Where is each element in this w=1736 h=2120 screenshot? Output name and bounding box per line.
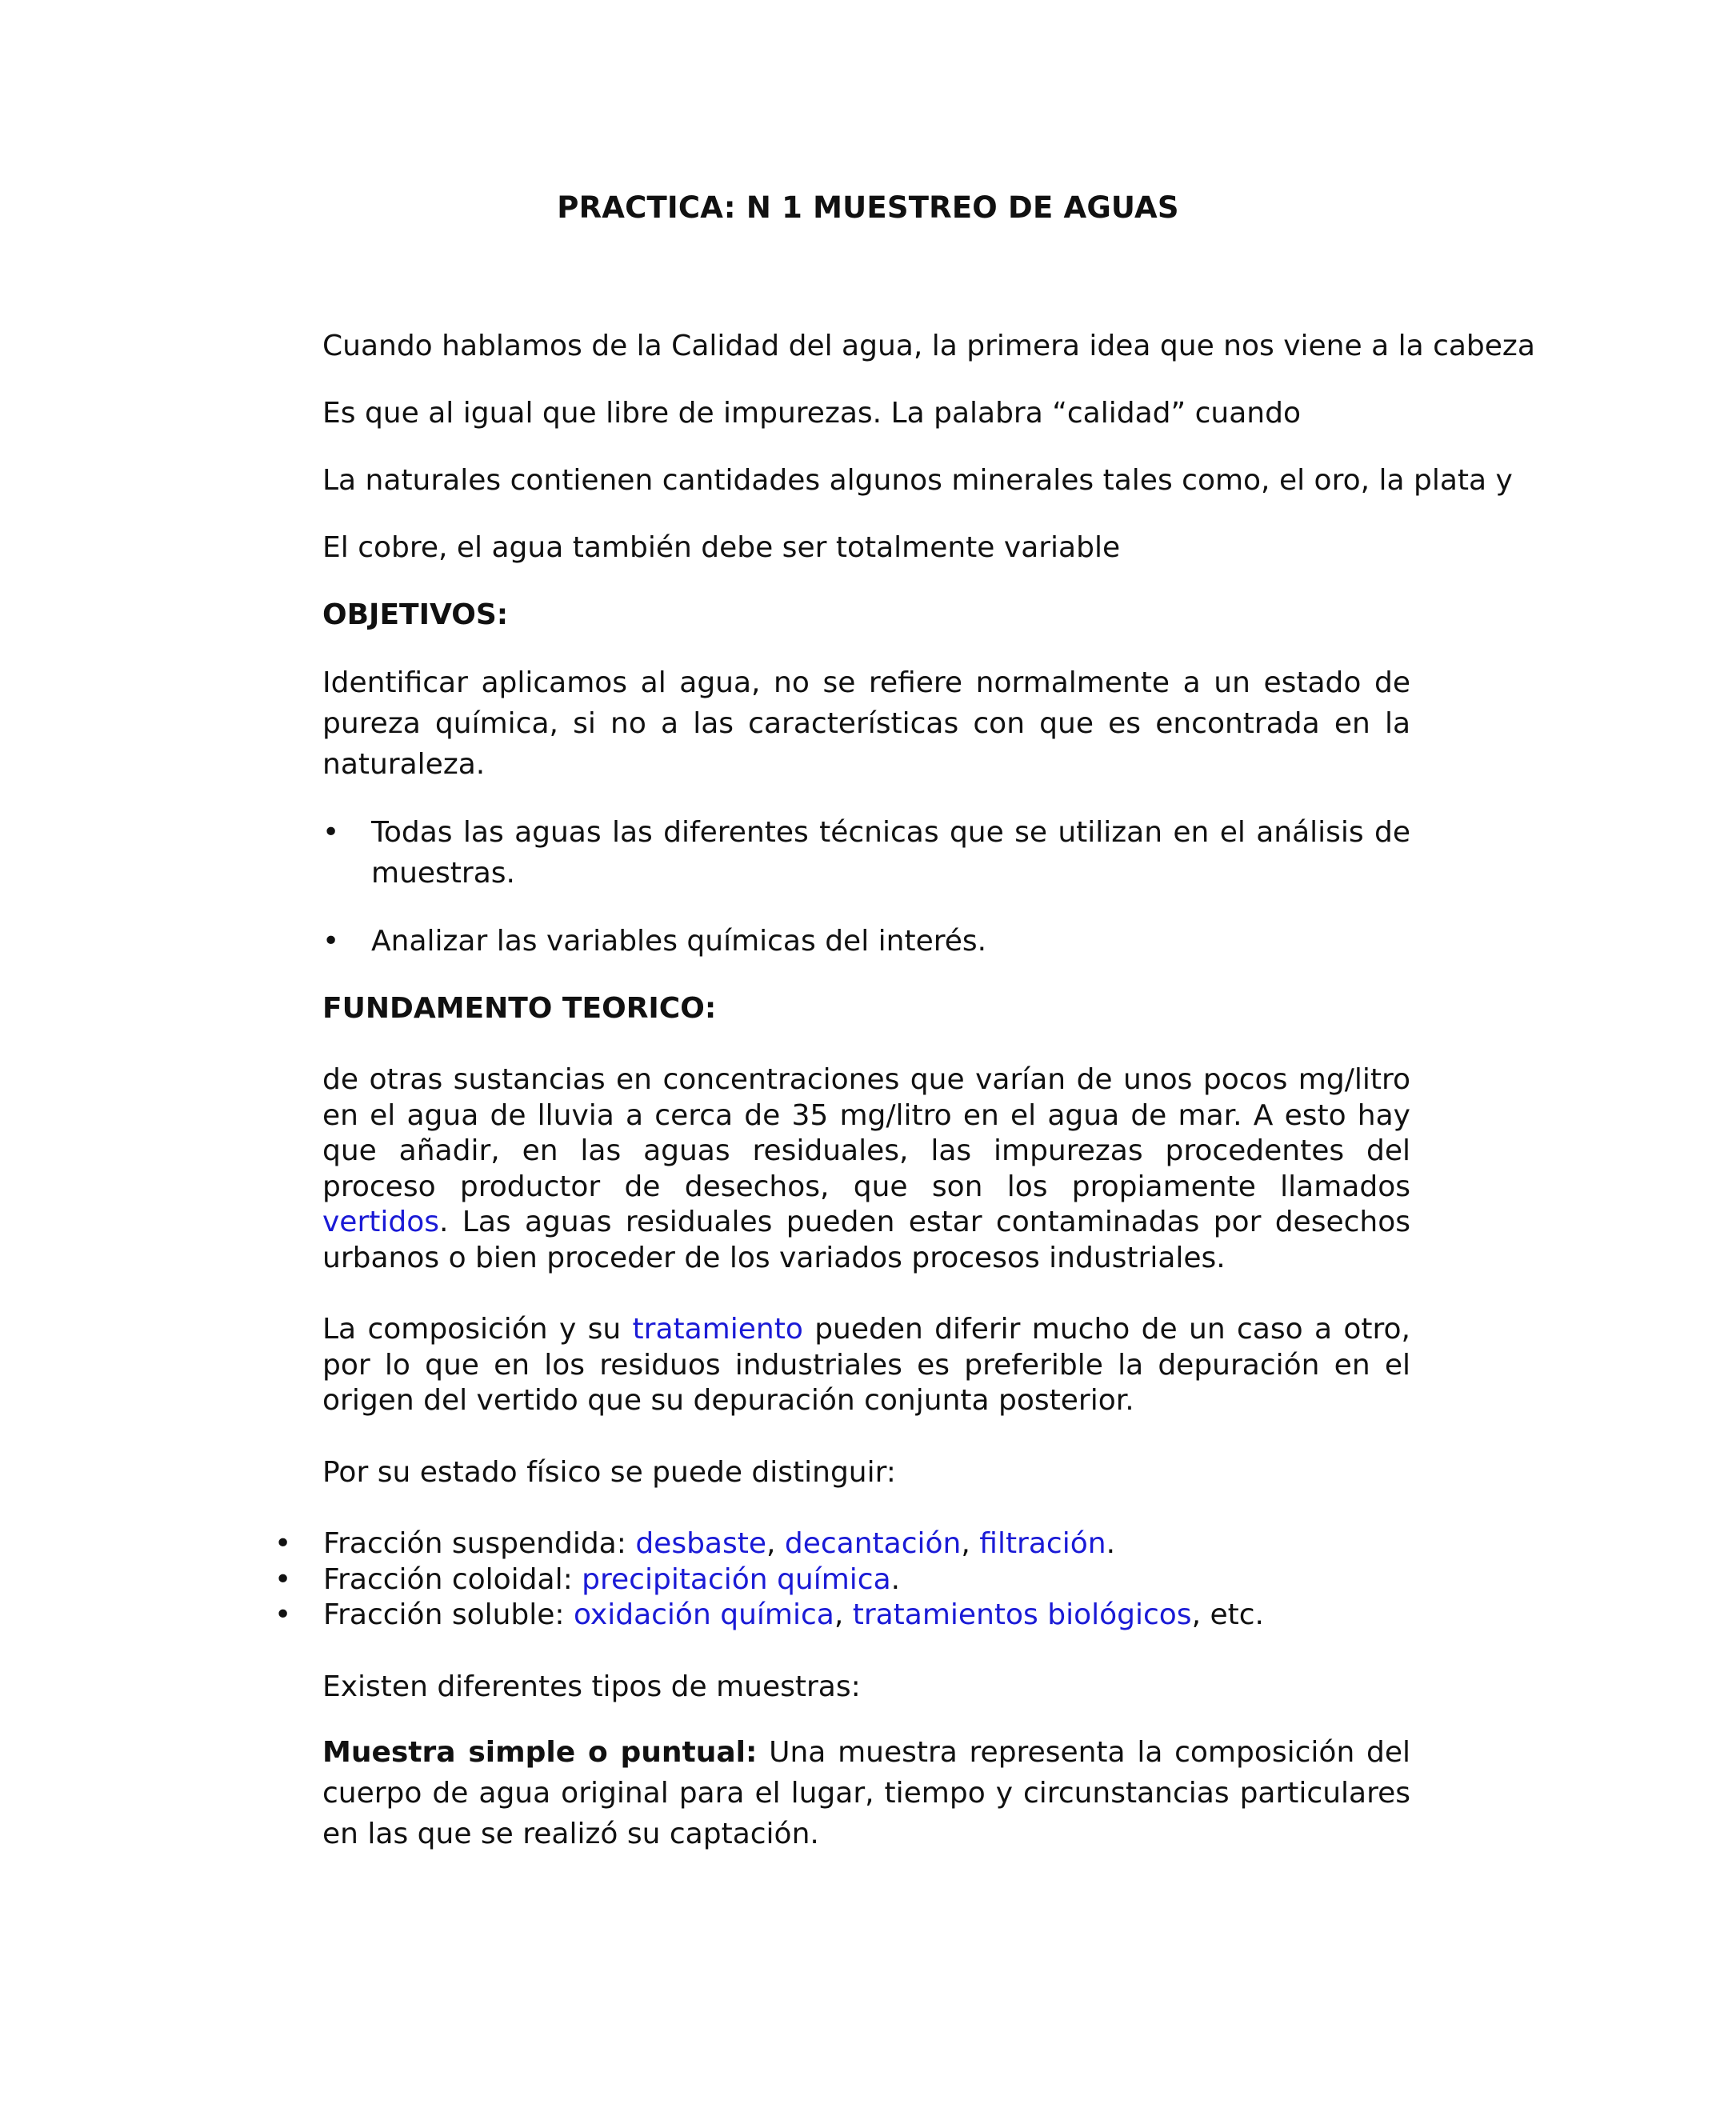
list-item — [322, 921, 1410, 962]
bullet-icon: • — [274, 1562, 292, 1596]
intro-line: La naturales contienen cantidades algunos minerales tales como, el oro, la plata y — [322, 464, 1513, 497]
fundamento-paragraph-1 — [322, 1062, 1410, 1276]
fraccion-label: Fracción soluble: — [323, 1598, 574, 1631]
fraccion-label: Fracción suspendida: — [323, 1527, 636, 1560]
paragraph-text: pueden diferir mucho de un caso a otro, por lo que en los residuos industriales es preferible la depuración en el origen del vertido que su depuración conjunta posterior. — [322, 1313, 1410, 1417]
list-item — [322, 812, 1410, 894]
page-title: PRACTICA: N 1 MUESTREO DE AGUAS — [557, 190, 1179, 225]
tratamiento-link[interactable]: tratamiento — [632, 1313, 803, 1346]
fundamento-heading: FUNDAMENTO TEORICO: — [322, 992, 717, 1025]
muestra-simple-paragraph — [322, 1732, 1410, 1854]
bullet-icon: • — [274, 1527, 292, 1560]
separator: , — [766, 1527, 785, 1560]
paragraph-text: La composición y su — [322, 1313, 633, 1346]
fracciones-list — [274, 1526, 1362, 1634]
list-item-text: Todas las aguas las diferentes técnicas que se utilizan en el análisis de muestras. — [371, 816, 1410, 890]
separator: . — [1106, 1527, 1116, 1560]
decantacion-link[interactable]: decantación — [784, 1527, 962, 1560]
fundamento-paragraph-4: Existen diferentes tipos de muestras: — [322, 1670, 861, 1703]
paragraph-text: Una muestra representa la composición del cuerpo de agua original para el lugar, tiempo y circunstancias particulares en las que se realizó su captación. — [322, 1736, 1410, 1850]
objetivos-heading: OBJETIVOS: — [322, 598, 509, 631]
vertidos-link[interactable]: vertidos — [322, 1206, 440, 1238]
fundamento-paragraph-2 — [322, 1312, 1410, 1419]
precipitacion-quimica-link[interactable]: precipitación química — [582, 1562, 891, 1596]
filtracion-link[interactable]: filtración — [979, 1527, 1106, 1560]
separator: . — [890, 1562, 901, 1596]
fundamento-paragraph-3: Por su estado físico se puede distinguir: — [322, 1455, 896, 1489]
list-item — [274, 1598, 1362, 1634]
bullet-icon: • — [274, 1598, 292, 1631]
paragraph-text: . Las aguas residuales pueden estar contaminadas por desechos urbanos o bien proceder de los variados procesos industriales. — [322, 1206, 1410, 1274]
separator: , — [961, 1527, 980, 1560]
separator: , etc. — [1191, 1598, 1264, 1631]
objetivos-list — [322, 812, 1410, 962]
oxidacion-quimica-link[interactable]: oxidación química — [574, 1598, 834, 1631]
muestra-simple-label: Muestra simple o puntual: — [322, 1736, 758, 1769]
desbaste-link[interactable]: desbaste — [635, 1527, 766, 1560]
list-item — [274, 1562, 1362, 1598]
fraccion-label: Fracción coloidal: — [323, 1562, 582, 1596]
intro-line: El cobre, el agua también debe ser totalmente variable — [322, 531, 1121, 564]
document-body — [274, 326, 1535, 1854]
objetivos-paragraph: Identificar aplicamos al agua, no se refiere normalmente a un estado de pureza química, si no a las características con que es encontrada en la naturaleza. — [322, 666, 1410, 781]
list-item-text: Analizar las variables químicas del interés. — [371, 925, 987, 958]
paragraph-text: de otras sustancias en concentraciones que varían de unos pocos mg/litro en el agua de lluvia a cerca de 35 mg/litro en el agua de mar. A esto hay que añadir, en las aguas residuales, las impurezas procedentes del proceso productor de desechos, que son los propiamente llamados — [322, 1063, 1410, 1203]
bullet-icon: • — [322, 925, 340, 958]
intro-line: Cuando hablamos de la Calidad del agua, la primera idea que nos viene a la cabeza — [322, 330, 1535, 362]
bullet-icon: • — [322, 816, 340, 849]
list-item — [274, 1526, 1362, 1562]
separator: , — [834, 1598, 853, 1631]
intro-section — [322, 326, 1535, 568]
intro-line: Es que al igual que libre de impurezas. La palabra “calidad” cuando — [322, 397, 1301, 430]
tratamientos-biologicos-link[interactable]: tratamientos biológicos — [852, 1598, 1192, 1631]
